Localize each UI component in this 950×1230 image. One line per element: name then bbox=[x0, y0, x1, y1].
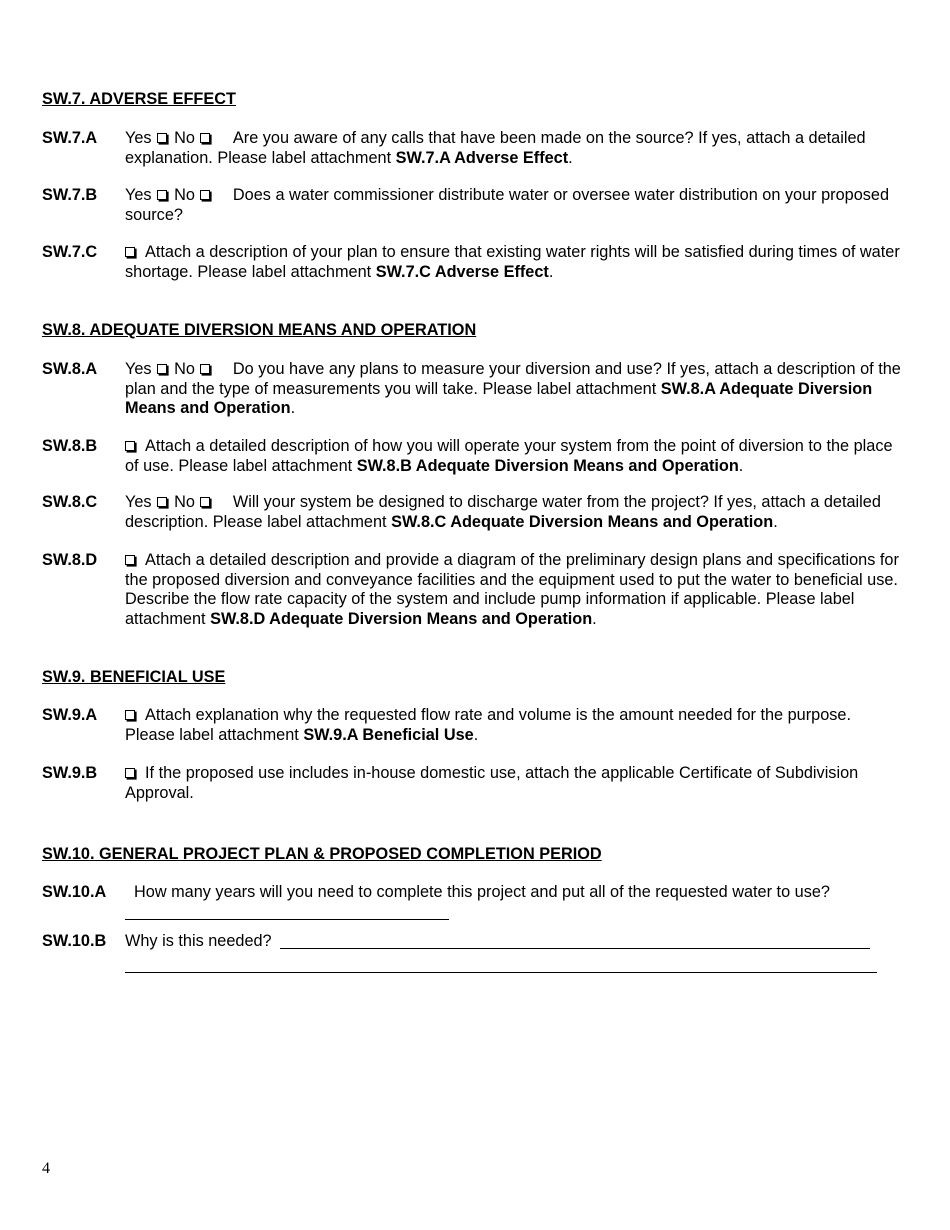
item-text: Attach a description of your plan to ensure that existing water rights will be satisfied during times of water shortage. Please label attachment bbox=[125, 243, 900, 281]
item-sw10b bbox=[42, 932, 902, 975]
yes-checkbox[interactable] bbox=[157, 133, 167, 143]
years-answer-line[interactable] bbox=[125, 903, 449, 920]
item-text: Attach a detailed description of how you will operate your system from the point of diversion to the place of use. Please label attachment bbox=[125, 437, 893, 475]
item-code: SW.10.B bbox=[42, 932, 107, 950]
attachment-label: SW.8.D Adequate Diversion Means and Operation bbox=[210, 609, 593, 628]
item-sw10a bbox=[42, 883, 902, 922]
no-label: No bbox=[174, 360, 195, 378]
item-sw8d: SW.8.D Attach a detailed description and provide a diagram of the preliminary design plans and specifications for the proposed diversion and conveyance facilities and the equipment used to put the water to beneficial use. Describe the flow rate capacity of the system and include pump information if applicable. Please label attachment SW.8.D Adequate Diversion Means and Operation. bbox=[42, 551, 899, 628]
item-text: Are you aware of any calls that have been made on the source? If yes, attach a detailed explanation. Please label attachment bbox=[125, 129, 866, 167]
item-sw7a: SW.7.A Yes No Are you aware of any calls that have been made on the source? If yes, attach a detailed explanation. Please label attachment SW.7.A Adverse Effect. bbox=[42, 129, 866, 167]
attach-checkbox[interactable] bbox=[125, 247, 135, 257]
item-sw7c: SW.7.C Attach a description of your plan to ensure that existing water rights will be satisfied during times of water shortage. Please label attachment SW.7.C Adverse Effect. bbox=[42, 243, 900, 281]
yes-label: Yes bbox=[125, 186, 152, 204]
item-text: Will your system be designed to discharge water from the project? If yes, attach a detailed description. Please label attachment bbox=[125, 493, 881, 531]
item-code: SW.9.B bbox=[42, 764, 98, 782]
item-text: How many years will you need to complete this project and put all of the requested water to use? bbox=[134, 883, 830, 901]
no-checkbox[interactable] bbox=[200, 133, 210, 143]
attachment-label: SW.8.A Adequate Diversion Means and Operation bbox=[125, 379, 873, 417]
item-sw8a: SW.8.A Yes No Do you have any plans to measure your diversion and use? If yes, attach a description of the plan and the type of measurements you will take. Please label attachment SW.8.A Adequate Diversion Means and Operation. bbox=[42, 360, 901, 417]
item-sw8c: SW.8.C Yes No Will your system be designed to discharge water from the project? If yes, attach a detailed description. Please label attachment SW.8.C Adequate Diversion Means and Operation. bbox=[42, 493, 881, 531]
attachment-label: SW.9.A Beneficial Use bbox=[303, 725, 474, 744]
attach-checkbox[interactable] bbox=[125, 768, 135, 778]
item-code: SW.7.C bbox=[42, 243, 98, 261]
section-heading-sw9: SW.9. BENEFICIAL USE bbox=[42, 668, 226, 686]
item-text: Attach explanation why the requested flow rate and volume is the amount needed for the purpose. Please label attachment bbox=[125, 706, 851, 744]
item-sw8b: SW.8.B Attach a detailed description of how you will operate your system from the point of diversion to the place of use. Please label attachment SW.8.B Adequate Diversion Means and Operation. bbox=[42, 437, 893, 475]
attach-checkbox[interactable] bbox=[125, 710, 135, 720]
no-checkbox[interactable] bbox=[200, 190, 210, 200]
section-heading-sw7: SW.7. ADVERSE EFFECT bbox=[42, 90, 236, 108]
reason-answer-line-1[interactable] bbox=[280, 932, 870, 949]
attachment-label: SW.8.C Adequate Diversion Means and Operation bbox=[391, 512, 774, 531]
section-heading-sw10: SW.10. GENERAL PROJECT PLAN & PROPOSED COMPLETION PERIOD bbox=[42, 845, 602, 863]
no-checkbox[interactable] bbox=[200, 364, 210, 374]
item-text: Attach a detailed description and provide a diagram of the preliminary design plans and specifications for the proposed diversion and conveyance facilities and the equipment used to put the water to beneficial use. Describe the flow rate capacity of the system and include pump information if applicable. Please label attachment bbox=[125, 551, 899, 628]
no-label: No bbox=[174, 129, 195, 147]
yes-checkbox[interactable] bbox=[157, 190, 167, 200]
item-code: SW.10.A bbox=[42, 883, 107, 901]
attachment-label: SW.7.A Adverse Effect bbox=[395, 148, 569, 167]
item-code: SW.8.D bbox=[42, 551, 98, 569]
yes-label: Yes bbox=[125, 360, 152, 378]
item-code: SW.9.A bbox=[42, 706, 98, 724]
no-label: No bbox=[174, 493, 195, 511]
item-text: If the proposed use includes in-house domestic use, attach the applicable Certificate of Subdivision Approval. bbox=[125, 764, 859, 802]
no-checkbox[interactable] bbox=[200, 497, 210, 507]
item-text: Does a water commissioner distribute water or oversee water distribution on your proposed source? bbox=[125, 186, 889, 224]
page-number: 4 bbox=[42, 1160, 50, 1177]
yes-checkbox[interactable] bbox=[157, 497, 167, 507]
yes-checkbox[interactable] bbox=[157, 364, 167, 374]
item-code: SW.7.A bbox=[42, 129, 98, 147]
yes-label: Yes bbox=[125, 493, 152, 511]
item-code: SW.8.C bbox=[42, 493, 98, 511]
item-sw7b bbox=[42, 186, 902, 225]
reason-answer-line-2[interactable] bbox=[125, 956, 877, 973]
attach-checkbox[interactable] bbox=[125, 441, 135, 451]
item-text: Why is this needed? bbox=[125, 932, 272, 950]
item-code: SW.8.A bbox=[42, 360, 98, 378]
item-text: Do you have any plans to measure your diversion and use? If yes, attach a description of the plan and the type of measurements you will take. Please label attachment bbox=[125, 360, 901, 398]
item-code: SW.8.B bbox=[42, 437, 98, 455]
attachment-label: SW.8.B Adequate Diversion Means and Operation bbox=[356, 456, 739, 475]
section-heading-sw8: SW.8. ADEQUATE DIVERSION MEANS AND OPERATION bbox=[42, 321, 477, 339]
yes-label: Yes bbox=[125, 129, 152, 147]
item-code: SW.7.B bbox=[42, 186, 98, 204]
no-label: No bbox=[174, 186, 195, 204]
attachment-label: SW.7.C Adverse Effect bbox=[375, 262, 549, 281]
item-sw9a: SW.9.A Attach explanation why the requested flow rate and volume is the amount needed for the purpose. Please label attachment SW.9.A Beneficial Use. bbox=[42, 706, 851, 744]
attach-checkbox[interactable] bbox=[125, 555, 135, 565]
item-sw9b bbox=[42, 764, 902, 803]
